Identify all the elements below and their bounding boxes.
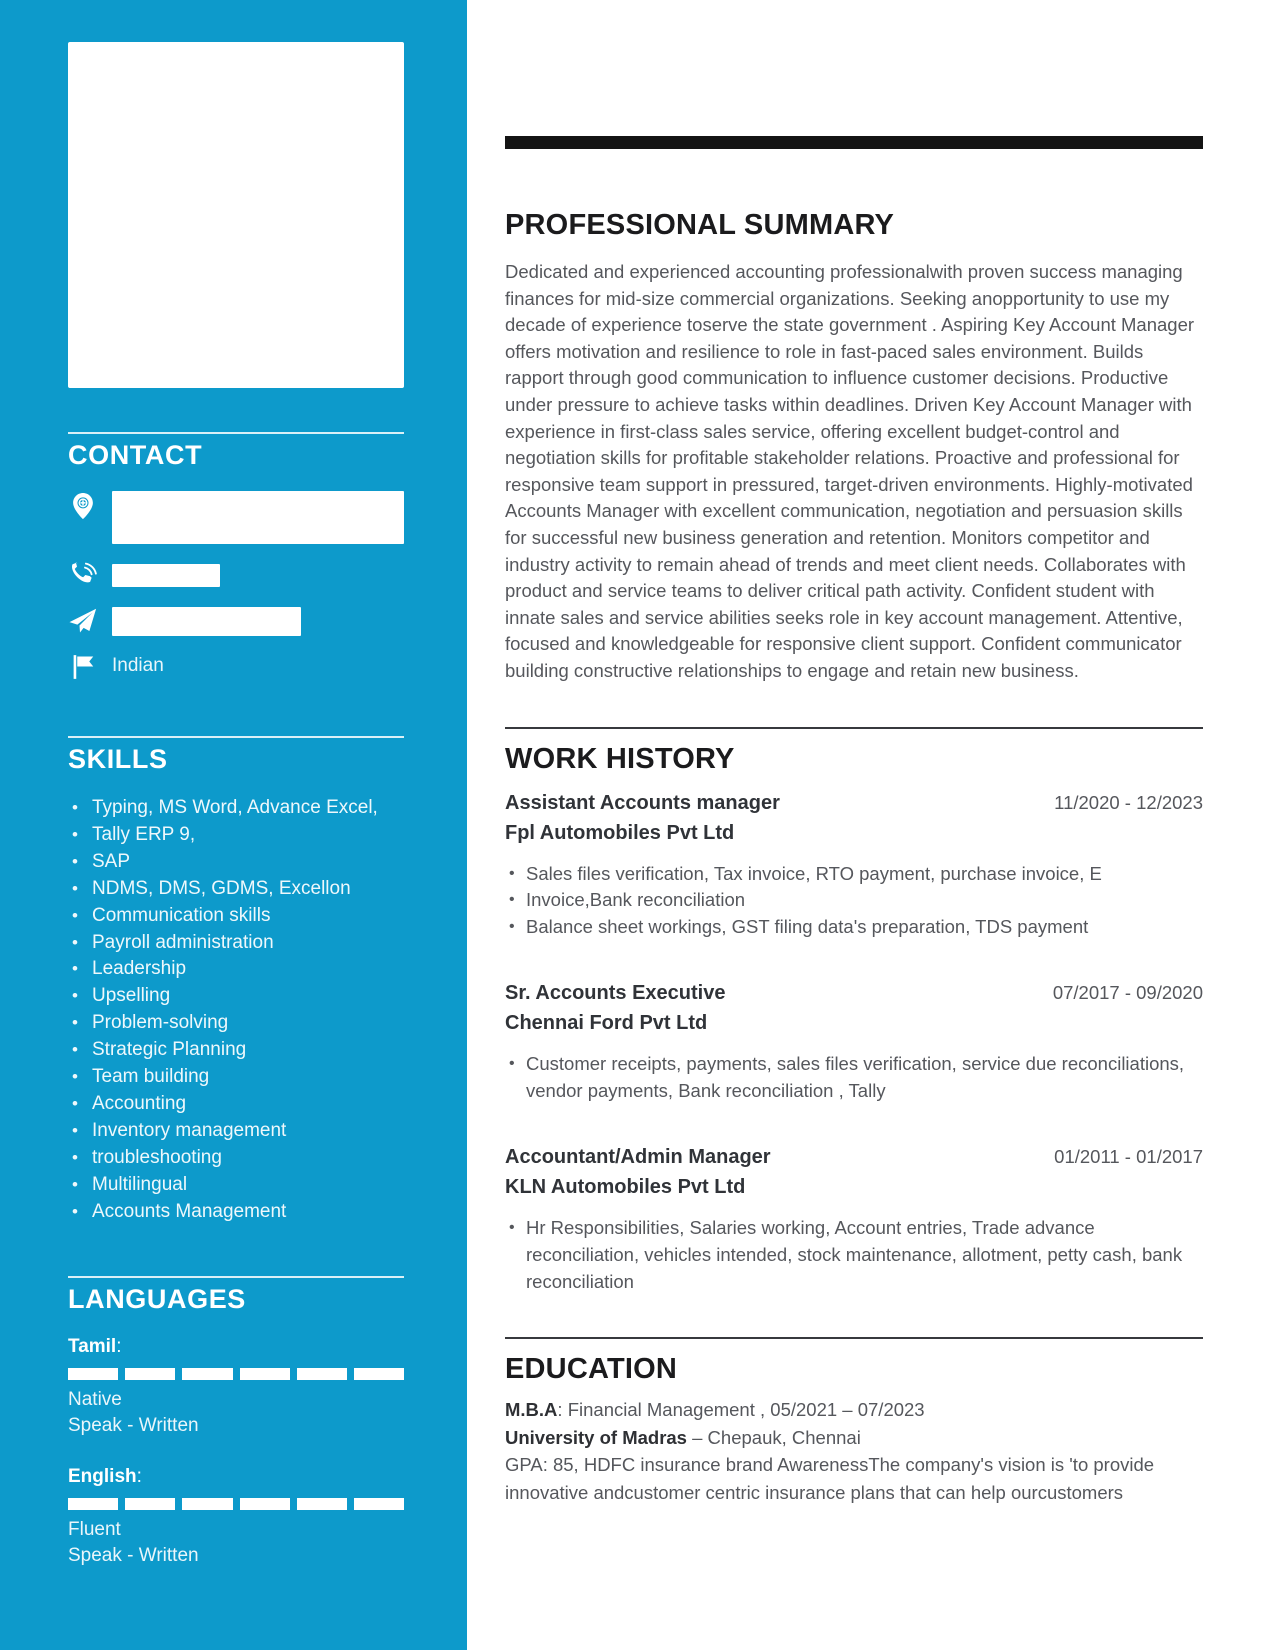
skill-item: • Strategic Planning <box>68 1037 404 1064</box>
phone-icon <box>68 560 98 590</box>
language-level: Native <box>68 1388 122 1410</box>
language-name-line: Tamil: <box>68 1335 122 1357</box>
job-company: Chennai Ford Pvt Ltd <box>505 1012 708 1035</box>
bar-segment <box>297 1498 347 1510</box>
language-mode: Speak - Written <box>68 1545 199 1566</box>
skills-section <box>68 736 404 1226</box>
work-history-section <box>505 727 1203 1296</box>
skill-item: • Communication skills <box>68 903 404 930</box>
work-history-heading: WORK HISTORY <box>505 742 735 775</box>
job-dates: 11/2020 - 12/2023 <box>1054 791 1203 813</box>
skill-item: • Typing, MS Word, Advance Excel, <box>68 795 404 822</box>
bar-segment <box>297 1368 347 1380</box>
job-bullet: • Hr Responsibilities, Salaries working, Account entries, Trade advance reconciliation, vehicles intended, stock maintenance, allotment, petty cash, bank reconciliation <box>505 1215 1203 1295</box>
skill-item: • Leadership <box>68 956 404 983</box>
bar-segment <box>125 1498 175 1510</box>
language-name-line: English: <box>68 1465 142 1487</box>
bar-segment <box>182 1498 232 1510</box>
job-company: KLN Automobiles Pvt Ltd <box>505 1176 746 1199</box>
languages-divider <box>68 1276 404 1278</box>
summary-text: Dedicated and experienced accounting professionalwith proven success managing finances for mid-size commercial organizations. Seeking anopportunity to use my decade of experience toserve the state government . Aspiring Key Account Manager offers motivation and resilience to role in fast-paced sales environment. Builds rapport through good communication to influence customer decisions. Productive under pressure to achieve tasks within deadlines. Driven Key Account Manager with experience in first-class sales service, offering excellent budget-control and negotiation skills for profitable stakeholder relations. Proactive and professional for responsive team support in pressured, target-driven environments. Highly-motivated Accounts Manager with excellent communication, negotiation and persuasion skills for successful new business generation and retention. Monitors competitor and industry activity to remain ahead of trends and meet client needs. Collaborates with product and service teams to deliver critical path activity. Confident student with innate sales and service abilities seeks role in key account management. Attentive, focused and knowledgeable for responsive client support. Confident communicator building constructive relationships to engage and retain new business. <box>505 261 1195 681</box>
skill-item: • Problem-solving <box>68 1010 404 1037</box>
job-bullets <box>505 1215 1203 1295</box>
education-school-line <box>505 1424 1203 1452</box>
language-name: English <box>68 1465 137 1487</box>
bar-segment <box>240 1368 290 1380</box>
skill-item: • Accounting <box>68 1091 404 1118</box>
bar-segment <box>240 1498 290 1510</box>
education-section <box>505 1337 1203 1506</box>
skill-item: • Tally ERP 9, <box>68 822 404 849</box>
job-bullets <box>505 861 1203 941</box>
language-level: Fluent <box>68 1518 121 1540</box>
profile-photo-placeholder <box>68 42 404 388</box>
paper-plane-icon <box>68 606 98 636</box>
skill-item: • Inventory management <box>68 1118 404 1145</box>
languages-heading: LANGUAGES <box>68 1283 246 1314</box>
job-bullet: • Sales files verification, Tax invoice, RTO payment, purchase invoice, E <box>505 861 1203 888</box>
job-entry <box>505 1146 1203 1295</box>
skill-item: • Upselling <box>68 983 404 1010</box>
contact-address-row <box>68 491 404 544</box>
education-degree-line <box>505 1396 1203 1424</box>
contact-nationality-row <box>68 652 404 682</box>
sidebar <box>0 0 467 1650</box>
skills-divider <box>68 736 404 738</box>
skill-item: • NDMS, DMS, GDMS, Excellon <box>68 876 404 903</box>
bar-segment <box>68 1368 118 1380</box>
phone-redacted-box <box>112 564 220 587</box>
job-bullet: • Customer receipts, payments, sales files verification, service due reconciliations, vendor payments, Bank reconciliation , Tally <box>505 1051 1203 1104</box>
bar-segment <box>354 1368 404 1380</box>
school-location: – Chepauk, Chennai <box>686 1426 861 1448</box>
job-title: Accountant/Admin Manager <box>505 1146 771 1169</box>
bar-segment <box>354 1498 404 1510</box>
job-dates: 07/2017 - 09/2020 <box>1052 982 1203 1004</box>
email-redacted-box <box>112 607 301 636</box>
contact-divider <box>68 432 404 434</box>
language-level-bar <box>68 1368 404 1380</box>
skill-item: • Multilingual <box>68 1172 404 1199</box>
job-bullets <box>505 1051 1203 1104</box>
job-title: Sr. Accounts Executive <box>505 982 726 1005</box>
job-entry <box>505 982 1203 1104</box>
language-level-bar <box>68 1498 404 1510</box>
bar-segment <box>182 1368 232 1380</box>
top-accent-bar <box>505 136 1203 149</box>
language-entry <box>68 1335 404 1440</box>
job-company: Fpl Automobiles Pvt Ltd <box>505 821 735 844</box>
education-note-line: GPA: 85, HDFC insurance brand AwarenessThe company's vision is 'to provide innovative andcustomer centric insurance plans that can help ourcustomers <box>505 1454 1155 1503</box>
job-bullet: • Invoice,Bank reconciliation <box>505 887 1203 914</box>
job-dates: 01/2011 - 01/2017 <box>1054 1146 1203 1168</box>
job-header <box>505 792 1203 815</box>
bar-segment <box>68 1498 118 1510</box>
jobs-container <box>505 792 1203 1296</box>
contact-heading: CONTACT <box>68 440 203 470</box>
flag-icon <box>68 652 98 682</box>
language-name: Tamil <box>68 1335 117 1357</box>
skill-item: • troubleshooting <box>68 1145 404 1172</box>
education-heading: EDUCATION <box>505 1353 678 1386</box>
job-entry <box>505 792 1203 941</box>
job-title: Assistant Accounts manager <box>505 791 780 814</box>
summary-heading: PROFESSIONAL SUMMARY <box>505 209 895 241</box>
location-pin-icon <box>68 491 98 521</box>
school-name: University of Madras <box>505 1426 687 1448</box>
job-header <box>505 982 1203 1005</box>
skills-heading: SKILLS <box>68 744 168 774</box>
bar-segment <box>125 1368 175 1380</box>
skill-item: • Team building <box>68 1064 404 1091</box>
address-redacted-box <box>112 491 404 544</box>
main-column <box>467 0 1275 1650</box>
contact-email-row <box>68 606 404 636</box>
language-mode: Speak - Written <box>68 1415 199 1436</box>
education-divider <box>505 1337 1203 1339</box>
skills-list <box>68 795 404 1226</box>
job-header <box>505 1146 1203 1169</box>
work-history-divider <box>505 727 1203 729</box>
summary-section <box>505 209 1203 685</box>
languages-entries <box>68 1335 404 1570</box>
skill-item: • Payroll administration <box>68 930 404 957</box>
languages-section <box>68 1276 404 1570</box>
skill-item: • Accounts Management <box>68 1199 404 1226</box>
degree-detail: : Financial Management , 05/2021 – 07/2023 <box>557 1399 925 1421</box>
degree-name: M.B.A <box>505 1399 558 1421</box>
skill-item: • SAP <box>68 849 404 876</box>
language-entry <box>68 1465 404 1570</box>
job-bullet: • Balance sheet workings, GST filing data's preparation, TDS payment <box>505 914 1203 941</box>
nationality-label: Indian <box>112 655 164 676</box>
contact-phone-row <box>68 560 404 590</box>
